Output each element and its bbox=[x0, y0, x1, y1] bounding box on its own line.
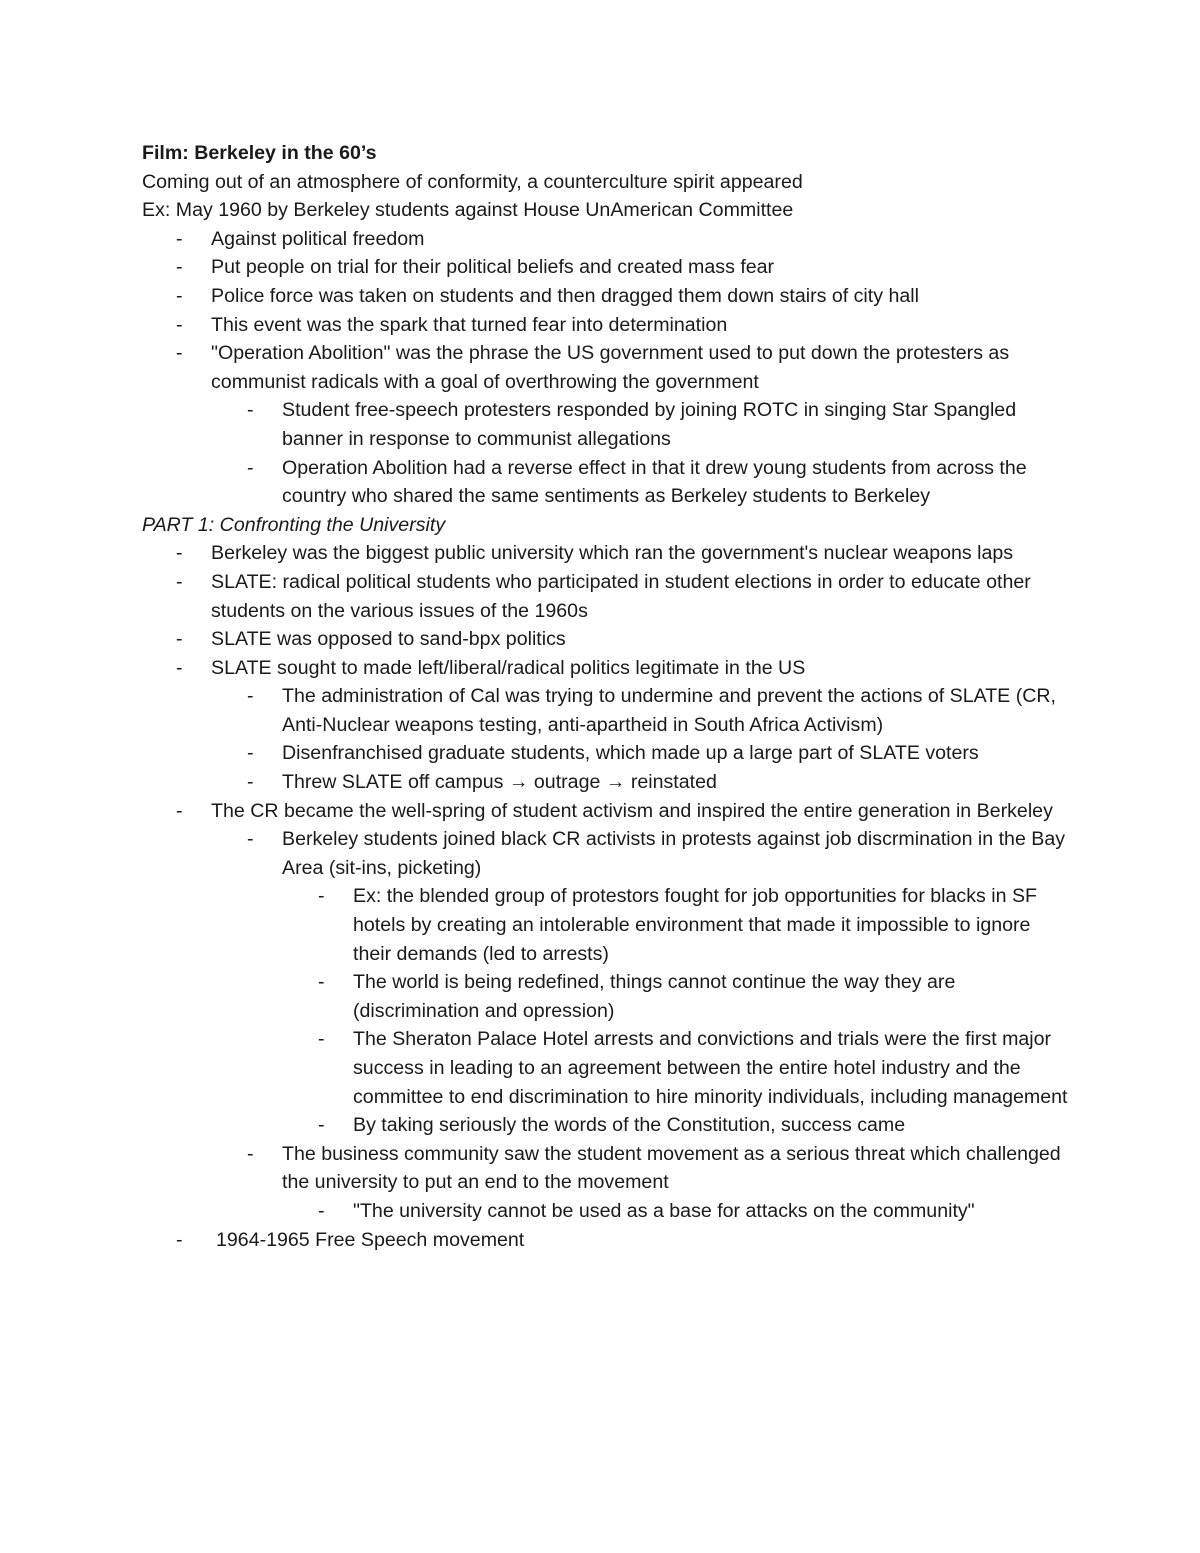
list-item bbox=[142, 1025, 1072, 1111]
bullet-dash: - bbox=[318, 885, 325, 908]
list-item-text: SLATE was opposed to sand-bpx politics bbox=[211, 628, 566, 651]
list-item bbox=[142, 768, 1072, 797]
list-item-text: Ex: the blended group of protestors fought for job opportunities for blacks in SF hotels by creating an intolerable environment that made it impossible to ignore their demands (led to arrests) bbox=[353, 885, 1038, 965]
bullet-dash: - bbox=[247, 456, 254, 479]
list-item bbox=[142, 682, 1072, 739]
document-title: Film: Berkeley in the 60’s bbox=[142, 142, 377, 164]
list-item bbox=[142, 825, 1072, 882]
list-item bbox=[142, 1111, 1072, 1140]
list-item bbox=[142, 568, 1072, 625]
list-item bbox=[142, 625, 1072, 654]
bullet-dash: - bbox=[318, 1028, 325, 1051]
list-item bbox=[142, 739, 1072, 768]
list-item bbox=[142, 1197, 1072, 1226]
bullet-dash: - bbox=[176, 570, 183, 593]
list-item-text: Student free-speech protesters responded by joining ROTC in singing Star Spangled banner in response to communist allegations bbox=[282, 399, 1017, 450]
bullet-dash: - bbox=[318, 971, 325, 994]
bullet-dash: - bbox=[176, 1228, 183, 1251]
list-item bbox=[142, 225, 1072, 254]
list-item-text: This event was the spark that turned fear into determination bbox=[211, 313, 728, 336]
bullet-dash: - bbox=[176, 342, 183, 365]
bullet-dash: - bbox=[318, 1114, 325, 1137]
bullet-dash: - bbox=[176, 256, 183, 279]
list-item-text: SLATE: radical political students who participated in student elections in order to educate other students on the various issues of the 1960s bbox=[211, 570, 1031, 622]
list-item-text: The administration of Cal was trying to undermine and prevent the actions of SLATE (CR, Anti-Nuclear weapons testing, anti-apartheid in South Africa Activism) bbox=[282, 685, 1056, 736]
intro-example: Ex: May 1960 by Berkeley students against House UnAmerican Committee bbox=[142, 199, 794, 222]
list-item bbox=[142, 339, 1072, 396]
list-item-text: The world is being redefined, things cannot continue the way they are (discrimination and opression) bbox=[353, 971, 956, 1022]
list-item-text: Put people on trial for their political beliefs and created mass fear bbox=[211, 256, 775, 279]
list-item-text: Berkeley students joined black CR activists in protests against job discrmination in the Bay Area (sit-ins, picketing) bbox=[282, 828, 1066, 879]
list-item bbox=[142, 253, 1072, 282]
bullet-dash: - bbox=[176, 284, 183, 307]
bullet-dash: - bbox=[176, 656, 183, 679]
list-item bbox=[142, 311, 1072, 340]
list-item bbox=[142, 968, 1072, 1025]
list-item bbox=[142, 396, 1072, 453]
bullet-dash: - bbox=[247, 742, 254, 765]
list-item-text: The Sheraton Palace Hotel arrests and convictions and trials were the first major success in leading to an agreement between the entire hotel industry and the committee to end discrimination to hire minority individuals, including management bbox=[353, 1028, 1068, 1108]
bullet-dash: - bbox=[176, 313, 183, 336]
bullet-dash: - bbox=[176, 628, 183, 651]
section-heading: PART 1: Confronting the University bbox=[142, 513, 446, 536]
bullet-dash: - bbox=[247, 771, 254, 794]
list-item-text: Berkeley was the biggest public university which ran the government's nuclear weapons laps bbox=[211, 542, 1014, 565]
list-item-text: Operation Abolition had a reverse effect in that it drew young students from across the country who shared the same sentiments as Berkeley students to Berkeley bbox=[282, 456, 1027, 508]
list-item bbox=[142, 1140, 1072, 1197]
bullet-dash: - bbox=[247, 399, 254, 422]
list-item-text: 1964-1965 Free Speech movement bbox=[216, 1228, 525, 1251]
intro-line: Coming out of an atmosphere of conformity, a counterculture spirit appeared bbox=[142, 170, 803, 193]
bullet-dash: - bbox=[247, 1142, 254, 1165]
bullet-dash: - bbox=[176, 227, 183, 250]
list-item-text: "The university cannot be used as a base for attacks on the community" bbox=[353, 1199, 975, 1222]
bullet-dash: - bbox=[318, 1199, 325, 1222]
list-item-text: Against political freedom bbox=[211, 227, 425, 250]
list-item-text: Disenfranchised graduate students, which made up a large part of SLATE voters bbox=[282, 742, 979, 765]
list-item-text: Threw SLATE off campus → outrage → reinstated bbox=[282, 771, 717, 794]
list-item-text: The business community saw the student movement as a serious threat which challenged the university to put an end to the movement bbox=[282, 1142, 1061, 1194]
list-item bbox=[142, 539, 1072, 568]
list-item-text: By taking seriously the words of the Constitution, success came bbox=[353, 1114, 906, 1137]
bullet-dash: - bbox=[247, 685, 254, 708]
list-item bbox=[142, 282, 1072, 311]
list-item-text: "Operation Abolition" was the phrase the US government used to put down the protesters as communist radicals with a goal of overthrowing the government bbox=[211, 342, 1010, 393]
list-item-text: SLATE sought to made left/liberal/radical politics legitimate in the US bbox=[211, 656, 806, 679]
bullet-dash: - bbox=[176, 799, 183, 822]
list-item bbox=[142, 797, 1072, 826]
list-item bbox=[142, 882, 1072, 968]
list-item-text: The CR became the well-spring of student activism and inspired the entire generation in Berkeley bbox=[211, 799, 1053, 822]
bullet-dash: - bbox=[176, 542, 183, 565]
list-item bbox=[142, 1226, 1072, 1255]
notes-body bbox=[142, 139, 1072, 1254]
list-item bbox=[142, 454, 1072, 511]
bullet-dash: - bbox=[247, 828, 254, 851]
list-item-text: Police force was taken on students and then dragged them down stairs of city hall bbox=[211, 284, 919, 307]
list-item bbox=[142, 654, 1072, 683]
